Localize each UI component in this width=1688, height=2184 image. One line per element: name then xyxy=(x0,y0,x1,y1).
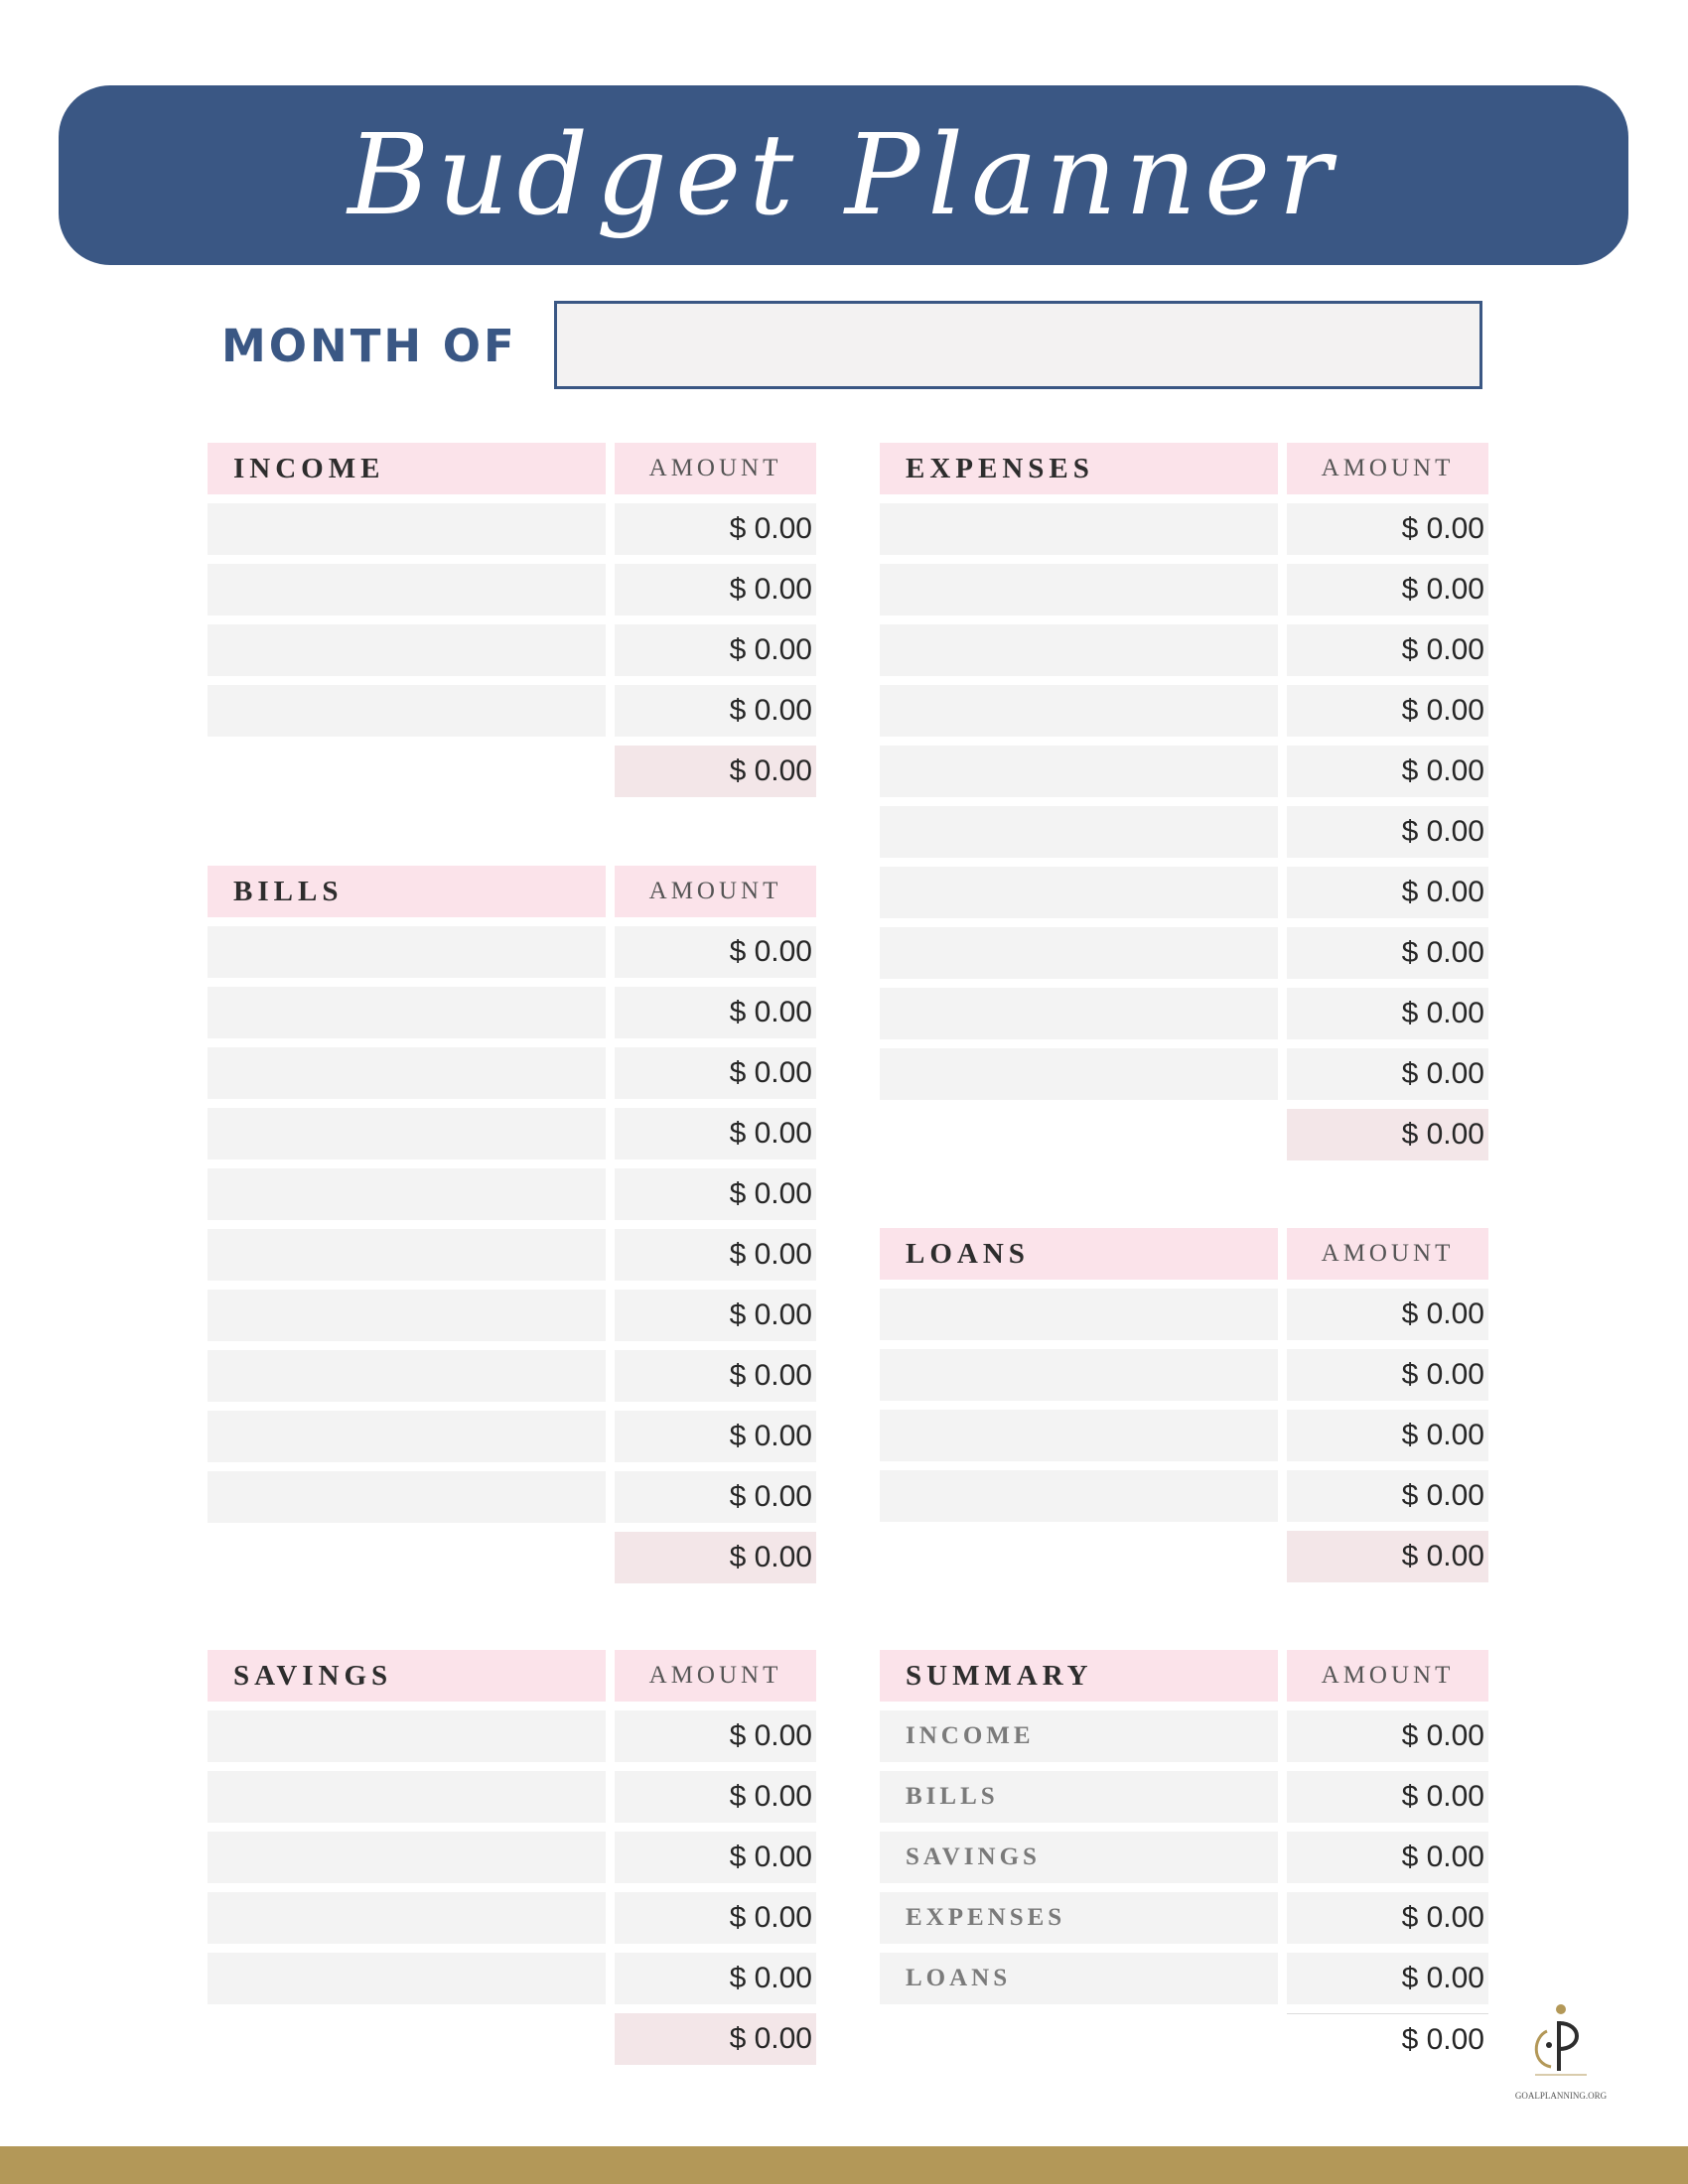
bills-label-cell[interactable] xyxy=(208,1471,606,1523)
savings-amount-cell[interactable]: $ 0.00 xyxy=(615,1953,816,2004)
bills-label-cell[interactable] xyxy=(208,926,606,978)
month-input[interactable] xyxy=(554,301,1482,389)
loans-row xyxy=(880,1410,1488,1461)
income-amount-cell[interactable]: $ 0.00 xyxy=(615,624,816,676)
income-section xyxy=(208,443,816,806)
income-label-cell[interactable] xyxy=(208,685,606,737)
savings-label-cell[interactable] xyxy=(208,1710,606,1762)
loans-label-cell[interactable] xyxy=(880,1289,1278,1340)
bills-row xyxy=(208,1411,816,1462)
summary-total-amount: $ 0.00 xyxy=(1287,2013,1488,2065)
income-row xyxy=(208,503,816,555)
summary-amount-header: AMOUNT xyxy=(1287,1650,1488,1702)
expenses-label-cell[interactable] xyxy=(880,564,1278,615)
savings-row xyxy=(208,1710,816,1762)
expenses-amount-cell[interactable]: $ 0.00 xyxy=(1287,503,1488,555)
summary-total-row xyxy=(880,2013,1488,2065)
month-label: MONTH OF xyxy=(221,320,517,372)
income-title: INCOME xyxy=(208,443,606,494)
expenses-amount-cell[interactable]: $ 0.00 xyxy=(1287,927,1488,979)
savings-amount-cell[interactable]: $ 0.00 xyxy=(615,1892,816,1944)
income-label-cell[interactable] xyxy=(208,624,606,676)
savings-label-cell[interactable] xyxy=(208,1771,606,1823)
summary-amount-cell[interactable]: $ 0.00 xyxy=(1287,1892,1488,1944)
income-row xyxy=(208,685,816,737)
income-total-amount: $ 0.00 xyxy=(615,746,816,797)
summary-amount-cell[interactable]: $ 0.00 xyxy=(1287,1710,1488,1762)
loans-total-row xyxy=(880,1531,1488,1582)
page-title: Budget Planner xyxy=(348,110,1339,240)
expenses-amount-cell[interactable]: $ 0.00 xyxy=(1287,564,1488,615)
bills-row xyxy=(208,1047,816,1099)
expenses-label-cell[interactable] xyxy=(880,867,1278,918)
income-label-cell[interactable] xyxy=(208,564,606,615)
summary-label-cell: LOANS xyxy=(880,1953,1278,2004)
loans-label-cell[interactable] xyxy=(880,1410,1278,1461)
bills-title: BILLS xyxy=(208,866,606,917)
summary-amount-cell[interactable]: $ 0.00 xyxy=(1287,1771,1488,1823)
summary-row xyxy=(880,1953,1488,2004)
expenses-label-cell[interactable] xyxy=(880,624,1278,676)
expenses-header xyxy=(880,443,1488,494)
bills-amount-cell[interactable]: $ 0.00 xyxy=(615,1168,816,1220)
expenses-label-cell[interactable] xyxy=(880,988,1278,1039)
expenses-row xyxy=(880,806,1488,858)
expenses-amount-header: AMOUNT xyxy=(1287,443,1488,494)
expenses-label-cell[interactable] xyxy=(880,1048,1278,1100)
bills-label-cell[interactable] xyxy=(208,1168,606,1220)
logo-text: GOALPLANNING.ORG xyxy=(1514,2091,1608,2101)
expenses-row xyxy=(880,746,1488,797)
loans-amount-cell[interactable]: $ 0.00 xyxy=(1287,1410,1488,1461)
bills-amount-cell[interactable]: $ 0.00 xyxy=(615,926,816,978)
expenses-amount-cell[interactable]: $ 0.00 xyxy=(1287,867,1488,918)
expenses-row xyxy=(880,503,1488,555)
income-amount-cell[interactable]: $ 0.00 xyxy=(615,685,816,737)
loans-total-amount: $ 0.00 xyxy=(1287,1531,1488,1582)
summary-amount-cell[interactable]: $ 0.00 xyxy=(1287,1832,1488,1883)
loans-row xyxy=(880,1349,1488,1401)
loans-row xyxy=(880,1470,1488,1522)
savings-section xyxy=(208,1650,816,2074)
summary-section xyxy=(880,1650,1488,2074)
expenses-row xyxy=(880,564,1488,615)
bills-label-cell[interactable] xyxy=(208,1290,606,1341)
summary-label-cell: BILLS xyxy=(880,1771,1278,1823)
summary-row xyxy=(880,1771,1488,1823)
savings-total-amount: $ 0.00 xyxy=(615,2013,816,2065)
savings-total-row xyxy=(208,2013,816,2065)
bills-row xyxy=(208,1350,816,1402)
loans-amount-cell[interactable]: $ 0.00 xyxy=(1287,1470,1488,1522)
savings-amount-cell[interactable]: $ 0.00 xyxy=(615,1710,816,1762)
savings-label-cell[interactable] xyxy=(208,1832,606,1883)
loans-header xyxy=(880,1228,1488,1280)
savings-total-spacer xyxy=(208,2013,606,2065)
income-total-row xyxy=(208,746,816,797)
bills-header xyxy=(208,866,816,917)
bills-amount-cell[interactable]: $ 0.00 xyxy=(615,1108,816,1160)
summary-row xyxy=(880,1832,1488,1883)
income-total-spacer xyxy=(208,746,606,797)
expenses-section xyxy=(880,443,1488,1169)
bills-row xyxy=(208,1471,816,1523)
summary-label-cell: INCOME xyxy=(880,1710,1278,1762)
savings-header xyxy=(208,1650,816,1702)
expenses-amount-cell[interactable]: $ 0.00 xyxy=(1287,806,1488,858)
loans-total-spacer xyxy=(880,1531,1278,1582)
bills-row xyxy=(208,926,816,978)
summary-row xyxy=(880,1892,1488,1944)
savings-amount-cell[interactable]: $ 0.00 xyxy=(615,1832,816,1883)
loans-amount-header: AMOUNT xyxy=(1287,1228,1488,1280)
bills-row xyxy=(208,1168,816,1220)
expenses-total-spacer xyxy=(880,1109,1278,1160)
expenses-label-cell[interactable] xyxy=(880,503,1278,555)
summary-label-cell: EXPENSES xyxy=(880,1892,1278,1944)
expenses-row xyxy=(880,624,1488,676)
savings-label-cell[interactable] xyxy=(208,1953,606,2004)
savings-label-cell[interactable] xyxy=(208,1892,606,1944)
title-banner xyxy=(59,85,1628,265)
bills-amount-cell[interactable]: $ 0.00 xyxy=(615,1350,816,1402)
loans-row xyxy=(880,1289,1488,1340)
income-row xyxy=(208,564,816,615)
expenses-total-row xyxy=(880,1109,1488,1160)
bills-row xyxy=(208,1108,816,1160)
loans-amount-cell[interactable]: $ 0.00 xyxy=(1287,1289,1488,1340)
expenses-title: EXPENSES xyxy=(880,443,1278,494)
savings-row xyxy=(208,1832,816,1883)
income-amount-cell[interactable]: $ 0.00 xyxy=(615,503,816,555)
summary-row xyxy=(880,1710,1488,1762)
expenses-label-cell[interactable] xyxy=(880,746,1278,797)
expenses-amount-cell[interactable]: $ 0.00 xyxy=(1287,685,1488,737)
savings-row xyxy=(208,1953,816,2004)
bills-label-cell[interactable] xyxy=(208,1411,606,1462)
savings-row xyxy=(208,1892,816,1944)
bills-row xyxy=(208,987,816,1038)
income-row xyxy=(208,624,816,676)
income-label-cell[interactable] xyxy=(208,503,606,555)
bills-amount-cell[interactable]: $ 0.00 xyxy=(615,1411,816,1462)
expenses-label-cell[interactable] xyxy=(880,685,1278,737)
expenses-label-cell[interactable] xyxy=(880,806,1278,858)
expenses-row xyxy=(880,685,1488,737)
income-amount-cell[interactable]: $ 0.00 xyxy=(615,564,816,615)
expenses-row xyxy=(880,1048,1488,1100)
bills-amount-cell[interactable]: $ 0.00 xyxy=(615,987,816,1038)
bills-label-cell[interactable] xyxy=(208,1229,606,1281)
bills-row xyxy=(208,1229,816,1281)
bills-total-row xyxy=(208,1532,816,1583)
bills-amount-cell[interactable]: $ 0.00 xyxy=(615,1290,816,1341)
bills-label-cell[interactable] xyxy=(208,1350,606,1402)
expenses-row xyxy=(880,927,1488,979)
expenses-total-amount: $ 0.00 xyxy=(1287,1109,1488,1160)
expenses-row xyxy=(880,988,1488,1039)
loans-label-cell[interactable] xyxy=(880,1470,1278,1522)
bills-amount-cell[interactable]: $ 0.00 xyxy=(615,1047,816,1099)
summary-amount-cell[interactable]: $ 0.00 xyxy=(1287,1953,1488,2004)
expenses-row xyxy=(880,867,1488,918)
loans-section xyxy=(880,1228,1488,1591)
bills-section xyxy=(208,866,816,1592)
savings-amount-cell[interactable]: $ 0.00 xyxy=(615,1771,816,1823)
expenses-amount-cell[interactable]: $ 0.00 xyxy=(1287,746,1488,797)
summary-total-spacer xyxy=(880,2013,1278,2065)
expenses-amount-cell[interactable]: $ 0.00 xyxy=(1287,988,1488,1039)
expenses-label-cell[interactable] xyxy=(880,927,1278,979)
summary-header xyxy=(880,1650,1488,1702)
savings-title: SAVINGS xyxy=(208,1650,606,1702)
loans-label-cell[interactable] xyxy=(880,1349,1278,1401)
loans-title: LOANS xyxy=(880,1228,1278,1280)
savings-amount-header: AMOUNT xyxy=(615,1650,816,1702)
savings-row xyxy=(208,1771,816,1823)
bills-amount-cell[interactable]: $ 0.00 xyxy=(615,1471,816,1523)
bills-row xyxy=(208,1290,816,1341)
bills-amount-header: AMOUNT xyxy=(615,866,816,917)
bills-total-spacer xyxy=(208,1532,606,1583)
bottom-bar xyxy=(0,2146,1688,2184)
summary-title: SUMMARY xyxy=(880,1650,1278,1702)
bills-label-cell[interactable] xyxy=(208,987,606,1038)
loans-amount-cell[interactable]: $ 0.00 xyxy=(1287,1349,1488,1401)
income-header xyxy=(208,443,816,494)
expenses-amount-cell[interactable]: $ 0.00 xyxy=(1287,1048,1488,1100)
bills-amount-cell[interactable]: $ 0.00 xyxy=(615,1229,816,1281)
bills-label-cell[interactable] xyxy=(208,1047,606,1099)
summary-label-cell: SAVINGS xyxy=(880,1832,1278,1883)
expenses-amount-cell[interactable]: $ 0.00 xyxy=(1287,624,1488,676)
goalplanning-logo-icon xyxy=(1505,2001,1617,2111)
income-amount-header: AMOUNT xyxy=(615,443,816,494)
bills-total-amount: $ 0.00 xyxy=(615,1532,816,1583)
bills-label-cell[interactable] xyxy=(208,1108,606,1160)
